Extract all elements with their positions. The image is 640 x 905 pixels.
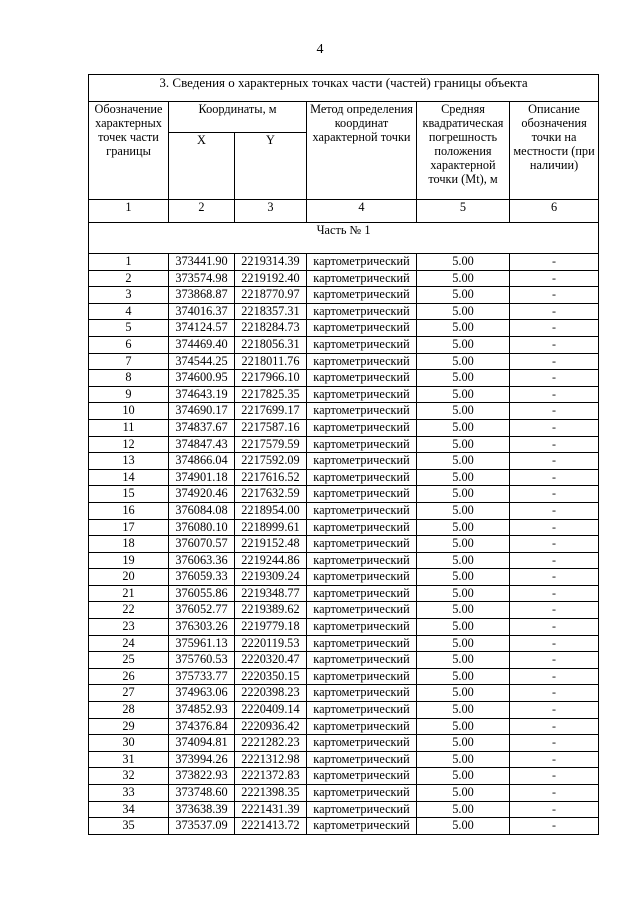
error-cell: 5.00 [417,386,510,403]
point-number-cell: 15 [89,486,169,503]
description-cell: - [510,436,599,453]
y-coordinate-cell: 2217966.10 [235,370,307,387]
error-cell: 5.00 [417,801,510,818]
description-cell: - [510,386,599,403]
x-coordinate-cell: 373748.60 [169,785,235,802]
point-number-cell: 21 [89,585,169,602]
x-coordinate-cell: 376080.10 [169,519,235,536]
method-cell: картометрический [307,801,417,818]
method-cell: картометрический [307,469,417,486]
point-number-cell: 20 [89,569,169,586]
description-cell: - [510,370,599,387]
header-method: Метод определения координат характерной точки [307,102,417,200]
table-row [89,718,599,735]
x-coordinate-cell: 374094.81 [169,735,235,752]
error-cell: 5.00 [417,502,510,519]
description-cell: - [510,768,599,785]
point-number-cell: 5 [89,320,169,337]
method-cell: картометрический [307,486,417,503]
error-cell: 5.00 [417,818,510,835]
x-coordinate-cell: 374901.18 [169,469,235,486]
description-cell: - [510,702,599,719]
y-coordinate-cell: 2220350.15 [235,668,307,685]
error-cell: 5.00 [417,702,510,719]
table-row [89,735,599,752]
method-cell: картометрический [307,336,417,353]
table-row [89,254,599,271]
x-coordinate-cell: 375733.77 [169,668,235,685]
table-row [89,685,599,702]
x-coordinate-cell: 376052.77 [169,602,235,619]
description-cell: - [510,602,599,619]
x-coordinate-cell: 375760.53 [169,652,235,669]
point-number-cell: 33 [89,785,169,802]
error-cell: 5.00 [417,652,510,669]
y-coordinate-cell: 2221431.39 [235,801,307,818]
x-coordinate-cell: 376084.08 [169,502,235,519]
y-coordinate-cell: 2218357.31 [235,303,307,320]
x-coordinate-cell: 374469.40 [169,336,235,353]
point-number-cell: 16 [89,502,169,519]
header-x: X [169,133,235,200]
y-coordinate-cell: 2217632.59 [235,486,307,503]
method-cell: картометрический [307,602,417,619]
y-coordinate-cell: 2217825.35 [235,386,307,403]
error-cell: 5.00 [417,668,510,685]
column-number: 5 [417,200,510,223]
description-cell: - [510,801,599,818]
header-coordinates: Координаты, м [169,102,307,133]
table-row [89,635,599,652]
table-row [89,652,599,669]
method-cell: картометрический [307,403,417,420]
header-point-designation: Обозначение характерных точек части границы [89,102,169,200]
x-coordinate-cell: 373994.26 [169,751,235,768]
description-cell: - [510,585,599,602]
table-row [89,768,599,785]
error-cell: 5.00 [417,552,510,569]
table-row [89,436,599,453]
x-coordinate-cell: 373868.87 [169,287,235,304]
description-cell: - [510,336,599,353]
method-cell: картометрический [307,370,417,387]
x-coordinate-cell: 375961.13 [169,635,235,652]
method-cell: картометрический [307,768,417,785]
method-cell: картометрический [307,751,417,768]
description-cell: - [510,353,599,370]
error-cell: 5.00 [417,685,510,702]
point-number-cell: 11 [89,419,169,436]
y-coordinate-cell: 2219779.18 [235,619,307,636]
table-row [89,270,599,287]
x-coordinate-cell: 374124.57 [169,320,235,337]
description-cell: - [510,785,599,802]
y-coordinate-cell: 2221312.98 [235,751,307,768]
method-cell: картометрический [307,569,417,586]
point-number-cell: 13 [89,453,169,470]
x-coordinate-cell: 376070.57 [169,536,235,553]
method-cell: картометрический [307,552,417,569]
table-row [89,469,599,486]
error-cell: 5.00 [417,602,510,619]
error-cell: 5.00 [417,403,510,420]
description-cell: - [510,287,599,304]
y-coordinate-cell: 2217587.16 [235,419,307,436]
point-number-cell: 7 [89,353,169,370]
header-y: Y [235,133,307,200]
description-cell: - [510,519,599,536]
table-row [89,370,599,387]
error-cell: 5.00 [417,519,510,536]
x-coordinate-cell: 374690.17 [169,403,235,420]
x-coordinate-cell: 374016.37 [169,303,235,320]
table-row [89,751,599,768]
table-row [89,519,599,536]
table-row [89,303,599,320]
y-coordinate-cell: 2218954.00 [235,502,307,519]
y-coordinate-cell: 2218770.97 [235,287,307,304]
y-coordinate-cell: 2217592.09 [235,453,307,470]
header-description: Описание обозначения точки на местности (при наличии) [510,102,599,200]
error-cell: 5.00 [417,270,510,287]
x-coordinate-cell: 374643.19 [169,386,235,403]
point-number-cell: 1 [89,254,169,271]
y-coordinate-cell: 2217699.17 [235,403,307,420]
method-cell: картометрический [307,685,417,702]
point-number-cell: 29 [89,718,169,735]
point-number-cell: 6 [89,336,169,353]
table-row [89,403,599,420]
description-cell: - [510,619,599,636]
method-cell: картометрический [307,702,417,719]
error-cell: 5.00 [417,320,510,337]
y-coordinate-cell: 2217616.52 [235,469,307,486]
method-cell: картометрический [307,668,417,685]
point-number-cell: 35 [89,818,169,835]
table-row [89,818,599,835]
table-row [89,785,599,802]
column-number: 3 [235,200,307,223]
description-cell: - [510,303,599,320]
method-cell: картометрический [307,735,417,752]
table-row [89,502,599,519]
x-coordinate-cell: 374376.84 [169,718,235,735]
x-coordinate-cell: 374600.95 [169,370,235,387]
table-row [89,569,599,586]
table-row [89,287,599,304]
x-coordinate-cell: 373537.09 [169,818,235,835]
table-row [89,453,599,470]
table-row [89,353,599,370]
error-cell: 5.00 [417,370,510,387]
column-number: 2 [169,200,235,223]
point-number-cell: 8 [89,370,169,387]
page-number: 4 [316,42,324,57]
x-coordinate-cell: 373638.39 [169,801,235,818]
y-coordinate-cell: 2219192.40 [235,270,307,287]
method-cell: картометрический [307,635,417,652]
error-cell: 5.00 [417,569,510,586]
error-cell: 5.00 [417,436,510,453]
description-cell: - [510,486,599,503]
y-coordinate-cell: 2219314.39 [235,254,307,271]
description-cell: - [510,635,599,652]
point-number-cell: 24 [89,635,169,652]
error-cell: 5.00 [417,419,510,436]
point-number-cell: 19 [89,552,169,569]
y-coordinate-cell: 2221413.72 [235,818,307,835]
header-mean-square-error: Средняя квадратическая погрешность положения характерной точки (Mt), м [417,102,510,200]
x-coordinate-cell: 373822.93 [169,768,235,785]
x-coordinate-cell: 376055.86 [169,585,235,602]
method-cell: картометрический [307,519,417,536]
error-cell: 5.00 [417,536,510,553]
method-cell: картометрический [307,320,417,337]
error-cell: 5.00 [417,336,510,353]
error-cell: 5.00 [417,751,510,768]
description-cell: - [510,735,599,752]
description-cell: - [510,818,599,835]
description-cell: - [510,668,599,685]
point-number-cell: 12 [89,436,169,453]
x-coordinate-cell: 376063.36 [169,552,235,569]
x-coordinate-cell: 376059.33 [169,569,235,586]
error-cell: 5.00 [417,619,510,636]
error-cell: 5.00 [417,287,510,304]
x-coordinate-cell: 374847.43 [169,436,235,453]
point-number-cell: 9 [89,386,169,403]
point-number-cell: 25 [89,652,169,669]
x-coordinate-cell: 374866.04 [169,453,235,470]
y-coordinate-cell: 2219152.48 [235,536,307,553]
point-number-cell: 10 [89,403,169,420]
point-number-cell: 3 [89,287,169,304]
y-coordinate-cell: 2217579.59 [235,436,307,453]
table-row [89,702,599,719]
error-cell: 5.00 [417,785,510,802]
x-coordinate-cell: 373574.98 [169,270,235,287]
method-cell: картометрический [307,453,417,470]
description-cell: - [510,718,599,735]
point-number-cell: 32 [89,768,169,785]
point-number-cell: 31 [89,751,169,768]
point-number-cell: 4 [89,303,169,320]
y-coordinate-cell: 2221398.35 [235,785,307,802]
y-coordinate-cell: 2218011.76 [235,353,307,370]
table-row [89,619,599,636]
description-cell: - [510,403,599,420]
y-coordinate-cell: 2221372.83 [235,768,307,785]
method-cell: картометрический [307,718,417,735]
column-number: 6 [510,200,599,223]
error-cell: 5.00 [417,469,510,486]
table-row [89,419,599,436]
method-cell: картометрический [307,419,417,436]
table-row [89,486,599,503]
table-row [89,336,599,353]
y-coordinate-cell: 2218999.61 [235,519,307,536]
method-cell: картометрический [307,254,417,271]
description-cell: - [510,751,599,768]
method-cell: картометрический [307,536,417,553]
characteristic-points-table [88,74,599,835]
method-cell: картометрический [307,386,417,403]
description-cell: - [510,685,599,702]
description-cell: - [510,552,599,569]
x-coordinate-cell: 376303.26 [169,619,235,636]
x-coordinate-cell: 374920.46 [169,486,235,503]
method-cell: картометрический [307,502,417,519]
point-number-cell: 26 [89,668,169,685]
y-coordinate-cell: 2220936.42 [235,718,307,735]
point-number-cell: 30 [89,735,169,752]
table-row [89,536,599,553]
point-number-cell: 18 [89,536,169,553]
column-number: 1 [89,200,169,223]
method-cell: картометрический [307,436,417,453]
y-coordinate-cell: 2220398.23 [235,685,307,702]
x-coordinate-cell: 374963.06 [169,685,235,702]
y-coordinate-cell: 2220320.47 [235,652,307,669]
y-coordinate-cell: 2219389.62 [235,602,307,619]
error-cell: 5.00 [417,735,510,752]
point-number-cell: 28 [89,702,169,719]
x-coordinate-cell: 373441.90 [169,254,235,271]
method-cell: картометрический [307,652,417,669]
point-number-cell: 2 [89,270,169,287]
x-coordinate-cell: 374837.67 [169,419,235,436]
description-cell: - [510,254,599,271]
y-coordinate-cell: 2221282.23 [235,735,307,752]
description-cell: - [510,536,599,553]
method-cell: картометрический [307,353,417,370]
error-cell: 5.00 [417,353,510,370]
description-cell: - [510,453,599,470]
method-cell: картометрический [307,619,417,636]
description-cell: - [510,502,599,519]
table-row [89,552,599,569]
table-row [89,386,599,403]
method-cell: картометрический [307,287,417,304]
error-cell: 5.00 [417,635,510,652]
y-coordinate-cell: 2219244.86 [235,552,307,569]
error-cell: 5.00 [417,254,510,271]
description-cell: - [510,419,599,436]
description-cell: - [510,270,599,287]
y-coordinate-cell: 2220119.53 [235,635,307,652]
error-cell: 5.00 [417,718,510,735]
y-coordinate-cell: 2219309.24 [235,569,307,586]
y-coordinate-cell: 2218056.31 [235,336,307,353]
x-coordinate-cell: 374852.93 [169,702,235,719]
y-coordinate-cell: 2219348.77 [235,585,307,602]
y-coordinate-cell: 2218284.73 [235,320,307,337]
x-coordinate-cell: 374544.25 [169,353,235,370]
error-cell: 5.00 [417,768,510,785]
column-number: 4 [307,200,417,223]
description-cell: - [510,320,599,337]
method-cell: картометрический [307,270,417,287]
point-number-cell: 34 [89,801,169,818]
method-cell: картометрический [307,785,417,802]
table-row [89,602,599,619]
table-row [89,801,599,818]
table-row [89,668,599,685]
point-number-cell: 22 [89,602,169,619]
point-number-cell: 14 [89,469,169,486]
error-cell: 5.00 [417,486,510,503]
part-label: Часть № 1 [89,223,599,254]
description-cell: - [510,569,599,586]
y-coordinate-cell: 2220409.14 [235,702,307,719]
method-cell: картометрический [307,585,417,602]
error-cell: 5.00 [417,303,510,320]
error-cell: 5.00 [417,585,510,602]
method-cell: картометрический [307,303,417,320]
error-cell: 5.00 [417,453,510,470]
point-number-cell: 17 [89,519,169,536]
section-title: 3. Сведения о характерных точках части (частей) границы объекта [89,75,599,102]
method-cell: картометрический [307,818,417,835]
table-row [89,320,599,337]
table-row [89,585,599,602]
point-number-cell: 27 [89,685,169,702]
description-cell: - [510,652,599,669]
description-cell: - [510,469,599,486]
point-number-cell: 23 [89,619,169,636]
